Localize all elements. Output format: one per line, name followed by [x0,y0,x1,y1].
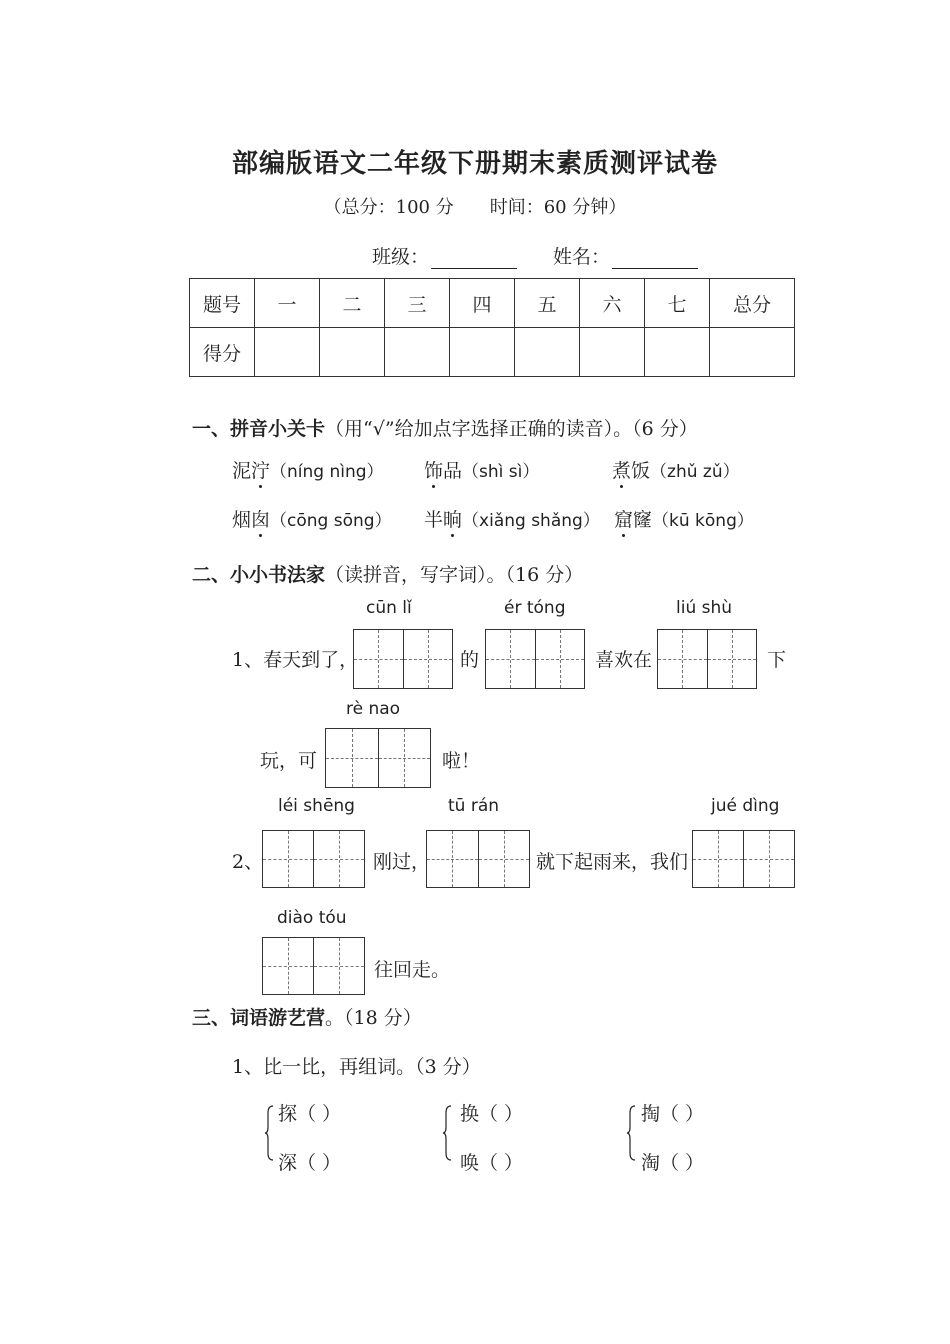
row-label: 得分 [190,328,255,377]
word-pair-item[interactable]: 掏（ ） [641,1103,705,1125]
pinyin-item [614,505,754,532]
item-char: 品 [443,460,463,482]
name-field[interactable] [553,242,698,269]
pinyin-label: diào tóu [277,908,347,928]
name-label: 姓名： [553,246,611,268]
total-score: （总分：100 分 [323,197,454,218]
pinyin-item [232,456,384,483]
brace-icon [626,1105,636,1161]
pinyin-options[interactable]: （zhǔ zǔ） [650,462,740,482]
score-cell[interactable] [515,328,580,377]
score-cell[interactable] [320,328,385,377]
word-pair-item[interactable]: 唤（ ） [460,1152,524,1174]
section2-heading [192,560,583,587]
header-cell: 六 [580,279,645,328]
section3-number: 三、 [192,1007,231,1029]
brace-icon [264,1105,274,1161]
score-cell[interactable] [710,328,795,377]
pinyin-label: léi shēng [278,796,355,816]
section2-name: 小小书法家 [230,564,326,586]
item-char: 饭 [631,460,651,482]
header-cell: 七 [645,279,710,328]
writing-grid-turan[interactable] [426,830,530,888]
class-field[interactable] [372,242,517,269]
q1-text: 玩，可 [260,750,318,772]
name-blank[interactable] [612,248,698,269]
pinyin-item [612,456,740,483]
dotted-char: 窟 [614,505,633,532]
writing-grid-renao[interactable] [325,728,431,788]
section2-number: 二、 [192,564,231,586]
brace-icon [442,1105,452,1161]
writing-grid-cunli[interactable] [353,629,453,689]
header-cell: 一 [255,279,320,328]
item-char: 半 [424,509,444,531]
writing-grid-leisheng[interactable] [262,830,365,888]
class-blank[interactable] [431,248,517,269]
class-label: 班级： [372,246,430,268]
header-cell: 二 [320,279,385,328]
dotted-char: 囱 [251,505,270,532]
dotted-char: 晌 [443,505,462,532]
pinyin-label: ér tóng [504,598,566,618]
pinyin-item [424,505,600,532]
section1-heading [192,414,698,441]
section1-desc: （用“√”给加点字选择正确的读音）。（6 分） [325,418,698,440]
pinyin-options[interactable]: （xiǎng shǎng） [462,511,600,531]
pinyin-item [232,505,392,532]
score-table [189,278,795,377]
section3-sub1: 1、比一比，再组词。（3 分） [232,1056,481,1078]
header-cell: 三 [385,279,450,328]
exam-meta [0,193,950,219]
score-table-header-row [190,279,795,328]
q2-text: 就下起雨来，我们 [536,851,689,873]
section3-heading [192,1003,422,1030]
score-cell[interactable] [645,328,710,377]
item-char: 窿 [633,509,653,531]
item-char: 泥 [232,460,252,482]
writing-grid-ertong[interactable] [485,629,585,689]
header-cell: 五 [515,279,580,328]
dotted-char: 泞 [251,456,270,483]
dotted-char: 煮 [612,456,631,483]
pinyin-label: rè nao [346,699,401,719]
word-pair-item[interactable]: 淘（ ） [641,1152,705,1174]
q2-text: 刚过， [373,851,431,873]
writing-grid-liushu[interactable] [657,629,757,689]
q1-text: 啦！ [442,750,481,772]
page-title: 部编版语文二年级下册期末素质测评试卷 [231,149,718,179]
section3-name: 词语游艺营 [230,1007,326,1029]
header-cell: 四 [450,279,515,328]
writing-grid-diaotou[interactable] [262,937,365,995]
pinyin-options[interactable]: （kū kōng） [652,511,754,531]
score-cell[interactable] [385,328,450,377]
score-cell[interactable] [580,328,645,377]
q1-text: 1、春天到了， [232,649,359,671]
pinyin-item [424,456,539,483]
section1-number: 一、 [192,418,231,440]
pinyin-options[interactable]: （níng nìng） [270,462,384,482]
section3-desc: 。（18 分） [325,1007,422,1029]
q2-text: 2、 [232,851,264,873]
word-pair-item[interactable]: 探（ ） [278,1103,342,1125]
word-pair-item[interactable]: 换（ ） [460,1103,524,1125]
exam-time: 时间：60 分钟） [489,197,627,218]
score-cell[interactable] [450,328,515,377]
pinyin-label: liú shù [676,598,733,618]
writing-grid-jueding[interactable] [692,830,795,888]
pinyin-options[interactable]: （cōng sōng） [270,511,392,531]
dotted-char: 饰 [424,456,443,483]
section1-name: 拼音小关卡 [230,418,326,440]
score-table-score-row [190,328,795,377]
header-cell: 总分 [710,279,795,328]
pinyin-options[interactable]: （shì sì） [462,462,540,482]
pinyin-label: tū rán [448,796,500,816]
header-cell: 题号 [190,279,255,328]
item-char: 烟 [232,509,252,531]
score-cell[interactable] [255,328,320,377]
section2-desc: （读拼音，写字词）。（16 分） [325,564,584,586]
q1-text: 喜欢在 [595,649,653,671]
pinyin-label: cūn lǐ [366,598,412,618]
word-pair-item[interactable]: 深（ ） [278,1152,342,1174]
q1-text: 的 [460,649,480,671]
pinyin-label: jué dìng [711,796,780,816]
q2-text: 往回走。 [374,959,451,981]
q1-text: 下 [767,649,787,671]
